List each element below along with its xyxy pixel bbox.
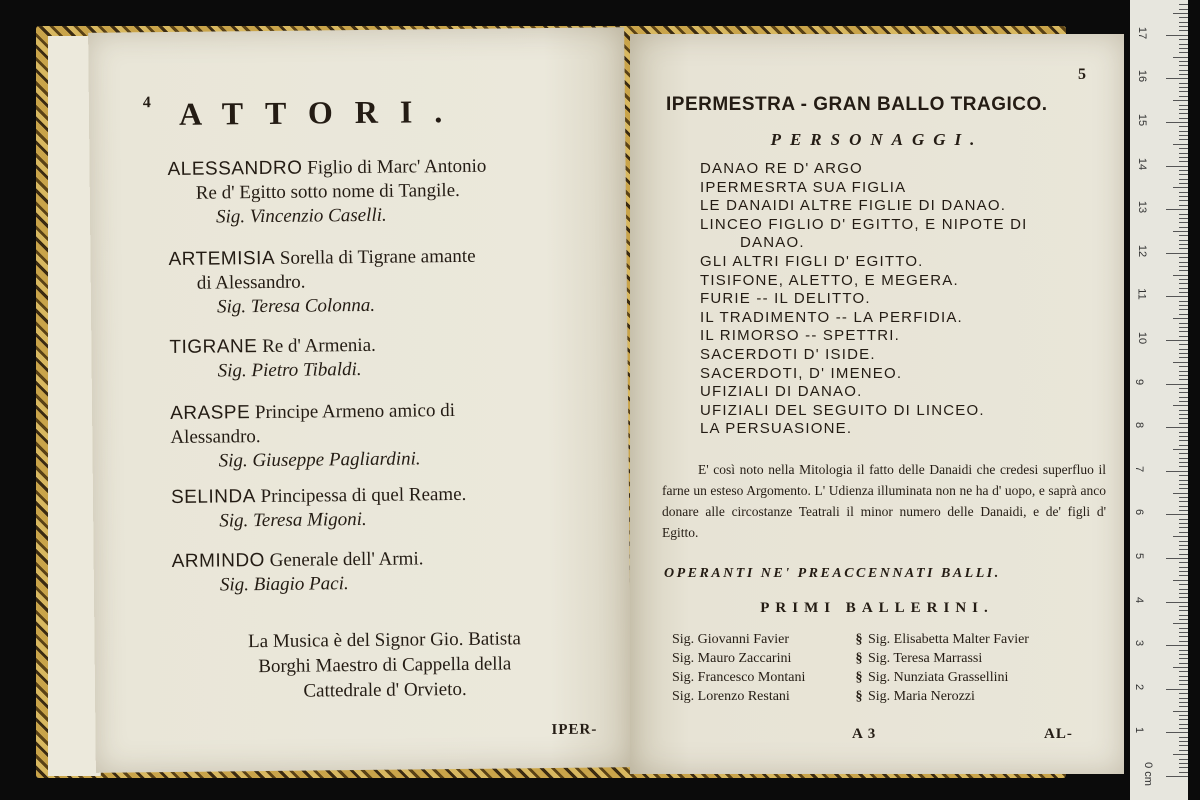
ruler-tick <box>1179 706 1188 707</box>
ruler-tick <box>1179 480 1188 481</box>
ruler-tick <box>1173 231 1188 232</box>
ruler-tick <box>1179 763 1188 764</box>
ruler-tick <box>1179 30 1188 31</box>
ruler-tick <box>1179 445 1188 446</box>
ruler-tick <box>1179 148 1188 149</box>
ruler-tick <box>1166 35 1188 36</box>
ruler-tick <box>1179 235 1188 236</box>
ruler-tick <box>1179 262 1188 263</box>
ruler-label: 6 <box>1133 509 1146 516</box>
ruler-label: 14 <box>1136 157 1149 170</box>
catchword-right: AL- <box>1044 726 1073 742</box>
ruler-label: 13 <box>1136 201 1149 214</box>
ruler-tick <box>1173 623 1188 624</box>
singer-name: Sig. Teresa Migoni. <box>219 508 367 532</box>
music-credit-line: La Musica è del Signor Gio. Batista <box>248 628 522 653</box>
ruler-tick <box>1179 610 1188 611</box>
personaggio-line: DANAO RE D' ARGO <box>700 160 863 177</box>
personaggio-line: IL RIMORSO -- SPETTRI. <box>700 327 901 345</box>
ruler-tick <box>1173 318 1188 319</box>
ruler-tick <box>1179 597 1188 598</box>
ruler-tick <box>1179 506 1188 507</box>
ruler-tick <box>1179 323 1188 324</box>
ruler-tick <box>1179 663 1188 664</box>
singer-name: Sig. Giuseppe Pagliardini. <box>218 448 421 472</box>
signature-mark: A 3 <box>852 726 877 742</box>
argomento-paragraph: E' così noto nella Mitologia il fatto delle Danaidi che credesi superfluo il farne un esteso Argomento. L' Udienza illuminata non ne ha d' uopo, e saprà anco donare alle circostanze Teatrali il minor numero delle Danaidi, e de' figli d' Egitto. <box>662 462 1106 540</box>
ruler-tick <box>1179 192 1188 193</box>
ruler-tick <box>1179 458 1188 459</box>
ruler-label: 10 <box>1136 331 1149 345</box>
ruler-tick <box>1166 296 1188 297</box>
ruler-tick <box>1179 87 1188 88</box>
ruler-tick <box>1179 353 1188 354</box>
ruler-tick <box>1166 122 1188 123</box>
ruler-label: 11 <box>1135 288 1148 301</box>
singer-name: Sig. Teresa Colonna. <box>216 294 376 318</box>
ruler-tick <box>1179 719 1188 720</box>
ruler-tick <box>1179 728 1188 729</box>
page-number-right: 5 <box>1078 66 1086 83</box>
ruler-tick <box>1179 462 1188 463</box>
ruler-tick <box>1173 667 1188 668</box>
ruler-tick <box>1179 715 1188 716</box>
female-dancer: Sig. Maria Nerozzi <box>868 689 975 704</box>
ruler-tick <box>1166 340 1188 341</box>
ruler-tick <box>1179 737 1188 738</box>
ballet-title: IPERMESTRA - GRAN BALLO TRAGICO. <box>666 94 1048 115</box>
ruler-tick <box>1179 48 1188 49</box>
ruler-tick <box>1179 248 1188 249</box>
ruler-label: 2 <box>1133 683 1146 690</box>
dancers-list <box>672 630 1029 706</box>
ruler-tick <box>1179 654 1188 655</box>
ruler-tick <box>1179 17 1188 18</box>
right-page <box>630 34 1124 774</box>
dancer-row <box>672 649 1029 668</box>
cast-entry <box>169 331 609 384</box>
music-credit <box>204 626 565 705</box>
personaggio-line: SACERDOTI D' ISIDE. <box>700 345 876 363</box>
ruler-tick <box>1179 453 1188 454</box>
ruler-tick <box>1179 214 1188 215</box>
cast-entry <box>171 481 611 534</box>
left-page <box>88 27 632 773</box>
ruler-tick <box>1179 270 1188 271</box>
ruler-tick <box>1179 724 1188 725</box>
ruler-tick <box>1179 336 1188 337</box>
ruler-tick <box>1179 301 1188 302</box>
ruler-tick <box>1179 357 1188 358</box>
female-dancer: Sig. Nunziata Grassellini <box>868 670 1009 685</box>
attori-heading: ATTORI. <box>178 92 465 132</box>
personaggio-line: LE DANAIDI ALTRE FIGLIE DI DANAO. <box>700 197 1007 215</box>
ruler-tick <box>1179 532 1188 533</box>
ruler-tick <box>1166 558 1188 559</box>
ruler-tick <box>1179 440 1188 441</box>
ruler-tick <box>1166 689 1188 690</box>
ruler-tick <box>1179 767 1188 768</box>
page-number-left: 4 <box>142 94 151 112</box>
ruler-tick <box>1166 732 1188 733</box>
ruler-label: 1 <box>1133 727 1146 734</box>
ruler-tick <box>1166 602 1188 603</box>
cast-entry <box>170 397 611 474</box>
ruler-tick <box>1179 698 1188 699</box>
ruler-tick <box>1179 562 1188 563</box>
personaggio-line: IPERMESRTA SUA FIGLIA <box>700 178 907 196</box>
ruler-tick <box>1173 711 1188 712</box>
catchword-left: IPER- <box>551 721 598 739</box>
ruler-tick <box>1179 541 1188 542</box>
section-sign-icon: § <box>855 632 863 647</box>
ruler-tick <box>1179 436 1188 437</box>
ruler-label: 17 <box>1136 26 1149 39</box>
ruler-tick <box>1179 510 1188 511</box>
ruler-tick <box>1179 4 1188 5</box>
ruler-tick <box>1179 96 1188 97</box>
ruler-tick <box>1179 418 1188 419</box>
ruler-tick <box>1179 379 1188 380</box>
ruler-tick <box>1179 680 1188 681</box>
music-credit-line: Cattedrale d' Orvieto. <box>303 678 467 702</box>
ruler-tick <box>1166 514 1188 515</box>
ruler-tick <box>1179 283 1188 284</box>
character-role: Principessa di quel Reame. <box>260 483 467 508</box>
ruler-tick <box>1179 139 1188 140</box>
singer-name: Sig. Pietro Tibaldi. <box>217 358 362 382</box>
ruler-tick <box>1179 61 1188 62</box>
ruler-tick <box>1179 641 1188 642</box>
character-role: Re d' Armenia. <box>262 334 376 358</box>
ruler-tick <box>1179 375 1188 376</box>
ruler-tick <box>1179 240 1188 241</box>
ruler-tick <box>1179 266 1188 267</box>
male-dancer: Sig. Lorenzo Restani <box>672 689 790 704</box>
ruler-label: 4 <box>1133 596 1146 603</box>
ruler-tick <box>1173 405 1188 406</box>
ruler-tick <box>1173 100 1188 101</box>
book-spread <box>48 30 1106 778</box>
ruler-tick <box>1179 671 1188 672</box>
ruler-label: 9 <box>1133 378 1146 385</box>
ruler-tick <box>1179 628 1188 629</box>
personaggi-list <box>700 160 1028 439</box>
ruler-tick <box>1179 619 1188 620</box>
ruler-tick <box>1166 166 1188 167</box>
ruler-tick <box>1179 497 1188 498</box>
ruler-tick <box>1179 9 1188 10</box>
operanti-heading: OPERANTI NE' PREACCENNATI BALLI. <box>664 566 1001 581</box>
ruler-tick <box>1179 109 1188 110</box>
ruler-tick <box>1179 179 1188 180</box>
male-dancer: Sig. Mauro Zaccarini <box>672 651 792 666</box>
ruler-tick <box>1179 26 1188 27</box>
ruler-tick <box>1179 432 1188 433</box>
ruler-tick <box>1179 488 1188 489</box>
ruler-tick <box>1179 414 1188 415</box>
dancer-row <box>672 630 1029 649</box>
ruler-tick <box>1179 523 1188 524</box>
ruler-tick <box>1173 580 1188 581</box>
character-role-cont: Alessandro. <box>170 426 261 448</box>
ruler-tick <box>1179 83 1188 84</box>
ruler-tick <box>1179 218 1188 219</box>
ruler-tick <box>1179 484 1188 485</box>
ruler-tick <box>1179 288 1188 289</box>
ruler-tick <box>1179 22 1188 23</box>
character-role-cont: Re d' Egitto sotto nome di Tangile. <box>195 179 460 204</box>
ruler-tick <box>1179 636 1188 637</box>
ruler-tick <box>1179 344 1188 345</box>
ruler-tick <box>1179 227 1188 228</box>
ruler-tick <box>1166 471 1188 472</box>
ruler-tick <box>1179 549 1188 550</box>
ruler-tick <box>1179 70 1188 71</box>
ruler-tick <box>1179 519 1188 520</box>
personaggio-line: LA PERSUASIONE. <box>700 420 853 438</box>
male-dancer: Sig. Giovanni Favier <box>672 632 790 647</box>
female-dancer: Sig. Teresa Marrassi <box>868 651 983 666</box>
ruler-tick <box>1179 750 1188 751</box>
ruler-tick <box>1179 410 1188 411</box>
dancer-row <box>672 668 1029 687</box>
ruler-tick <box>1179 52 1188 53</box>
ruler-tick <box>1179 466 1188 467</box>
ruler-tick <box>1166 78 1188 79</box>
character-name: ARMINDO <box>171 550 266 572</box>
character-role-cont: di Alessandro. <box>196 271 306 294</box>
personaggio-line: IL TRADIMENTO -- LA PERFIDIA. <box>700 308 963 326</box>
ruler-tick <box>1166 776 1188 777</box>
personaggio-line: SACERDOTI, D' IMENEO. <box>700 364 903 382</box>
ruler-tick <box>1179 153 1188 154</box>
ruler-tick <box>1179 135 1188 136</box>
ruler-tick <box>1179 475 1188 476</box>
ruler-tick <box>1179 388 1188 389</box>
ruler-tick <box>1179 702 1188 703</box>
ruler-tick <box>1179 554 1188 555</box>
ruler-tick <box>1179 91 1188 92</box>
ruler-tick <box>1179 327 1188 328</box>
ruler-tick <box>1179 741 1188 742</box>
ruler-tick <box>1179 401 1188 402</box>
measuring-ruler <box>1130 0 1188 800</box>
ruler-tick <box>1179 571 1188 572</box>
female-dancer: Sig. Elisabetta Malter Favier <box>868 632 1029 647</box>
cast-entry <box>172 545 612 598</box>
ruler-tick <box>1179 170 1188 171</box>
personaggio-line: LINCEO FIGLIO D' EGITTO, E NIPOTE DI <box>700 215 1028 233</box>
ruler-tick <box>1179 366 1188 367</box>
male-dancer: Sig. Francesco Montani <box>672 670 806 685</box>
ruler-label: 12 <box>1136 244 1149 257</box>
character-role: Figlio di Marc' Antonio <box>307 155 487 179</box>
ruler-tick <box>1173 536 1188 537</box>
ruler-tick <box>1179 157 1188 158</box>
ruler-tick <box>1173 275 1188 276</box>
ruler-tick <box>1173 187 1188 188</box>
ruler-tick <box>1179 65 1188 66</box>
singer-name: Sig. Vincenzio Caselli. <box>215 204 387 228</box>
ruler-tick <box>1179 693 1188 694</box>
personaggio-line: UFIZIALI DI DANAO. <box>700 383 863 401</box>
personaggi-heading: PERSONAGGI. <box>770 130 984 149</box>
ruler-tick <box>1179 309 1188 310</box>
ruler-tick <box>1179 161 1188 162</box>
ruler-tick <box>1173 493 1188 494</box>
character-name: SELINDA <box>170 486 256 508</box>
character-role: Sorella di Tigrane amante <box>279 245 476 269</box>
ruler-label: 8 <box>1133 422 1146 429</box>
ruler-tick <box>1179 244 1188 245</box>
ruler-tick <box>1179 584 1188 585</box>
ruler-tick <box>1173 13 1188 14</box>
ruler-tick <box>1179 222 1188 223</box>
ruler-tick <box>1179 392 1188 393</box>
ruler-tick <box>1179 606 1188 607</box>
section-sign-icon: § <box>855 670 863 685</box>
character-name: ALESSANDRO <box>167 157 303 181</box>
ruler-tick <box>1173 57 1188 58</box>
ruler-tick <box>1179 196 1188 197</box>
ruler-tick <box>1179 745 1188 746</box>
ruler-tick <box>1179 292 1188 293</box>
personaggio-line: DANAO. <box>740 234 805 252</box>
ruler-tick <box>1179 772 1188 773</box>
ruler-tick <box>1166 253 1188 254</box>
ruler-tick <box>1179 545 1188 546</box>
ruler-tick <box>1179 183 1188 184</box>
ruler-tick <box>1173 449 1188 450</box>
ruler-tick <box>1179 501 1188 502</box>
ruler-tick <box>1179 257 1188 258</box>
ruler-label: 0 cm <box>1141 762 1154 786</box>
ruler-tick <box>1179 423 1188 424</box>
personaggio-line: GLI ALTRI FIGLI D' EGITTO. <box>700 252 924 270</box>
ruler-tick <box>1179 205 1188 206</box>
ruler-tick <box>1179 589 1188 590</box>
character-name: ARASPE <box>170 402 251 424</box>
ruler-tick <box>1179 567 1188 568</box>
ruler-tick <box>1179 349 1188 350</box>
section-sign-icon: § <box>855 689 863 704</box>
ruler-tick <box>1179 676 1188 677</box>
ruler-tick <box>1179 331 1188 332</box>
primi-ballerini-heading: PRIMI BALLERINI. <box>760 600 994 616</box>
personaggio-line: UFIZIALI DEL SEGUITO DI LINCEO. <box>700 401 985 419</box>
ruler-tick <box>1179 305 1188 306</box>
ruler-tick <box>1179 397 1188 398</box>
ruler-tick <box>1179 759 1188 760</box>
singer-name: Sig. Biagio Paci. <box>219 573 349 596</box>
ruler-label: 3 <box>1133 640 1146 647</box>
ruler-label: 16 <box>1136 70 1149 83</box>
character-role: Generale dell' Armi. <box>269 548 424 571</box>
character-name: TIGRANE <box>169 336 258 358</box>
personaggio-line: TISIFONE, ALETTO, E MEGERA. <box>700 271 959 289</box>
music-credit-line: Borghi Maestro di Cappella della <box>258 653 512 678</box>
dancer-row <box>672 687 1029 706</box>
ruler-tick <box>1166 427 1188 428</box>
ruler-tick <box>1166 645 1188 646</box>
ruler-tick <box>1179 174 1188 175</box>
ruler-label: 7 <box>1133 465 1146 472</box>
personaggio-line: FURIE -- IL DELITTO. <box>700 290 871 308</box>
ruler-tick <box>1179 131 1188 132</box>
ruler-label: 5 <box>1133 552 1146 560</box>
ruler-tick <box>1179 113 1188 114</box>
character-role: Principe Armeno amico di <box>254 400 456 424</box>
ruler-tick <box>1179 74 1188 75</box>
ruler-tick <box>1179 200 1188 201</box>
cast-entry <box>168 243 609 320</box>
ruler-tick <box>1179 371 1188 372</box>
ruler-tick <box>1179 575 1188 576</box>
cast-entry <box>167 153 608 230</box>
ruler-tick <box>1179 593 1188 594</box>
ruler-tick <box>1173 144 1188 145</box>
ruler-tick <box>1173 362 1188 363</box>
ruler-tick <box>1179 39 1188 40</box>
ruler-tick <box>1179 658 1188 659</box>
ruler-tick <box>1179 118 1188 119</box>
ruler-tick <box>1166 384 1188 385</box>
section-sign-icon: § <box>855 651 863 666</box>
ruler-tick <box>1179 279 1188 280</box>
ruler-tick <box>1179 126 1188 127</box>
ruler-tick <box>1179 632 1188 633</box>
ruler-tick <box>1179 314 1188 315</box>
ruler-tick <box>1179 684 1188 685</box>
ruler-tick <box>1179 105 1188 106</box>
ruler-tick <box>1179 615 1188 616</box>
ruler-tick <box>1166 209 1188 210</box>
ruler-tick <box>1179 527 1188 528</box>
ruler-label: 15 <box>1136 113 1149 127</box>
ruler-tick <box>1173 754 1188 755</box>
ruler-tick <box>1179 650 1188 651</box>
character-name: ARTEMISIA <box>168 247 276 270</box>
ruler-tick <box>1179 44 1188 45</box>
